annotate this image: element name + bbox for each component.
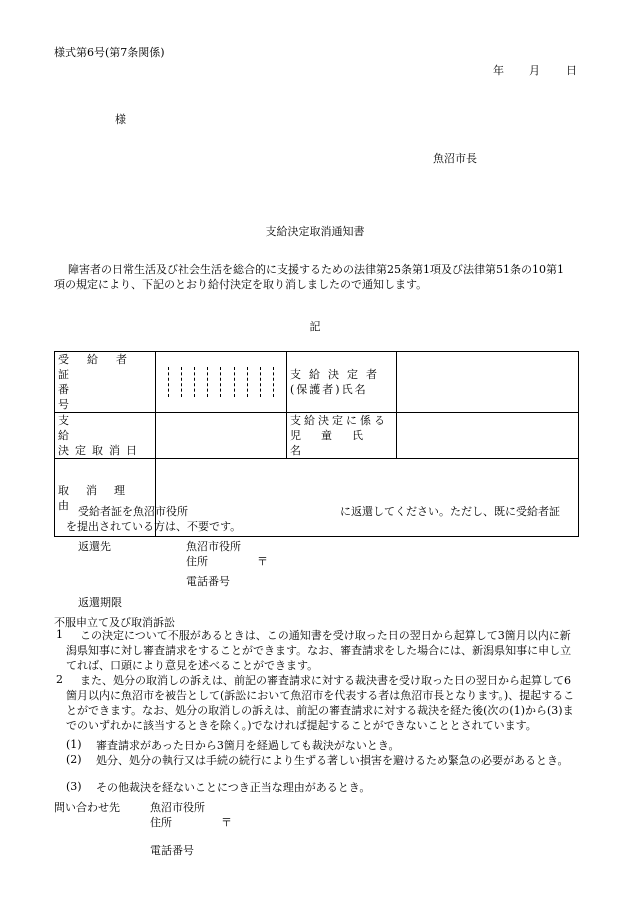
- decision-person-label: [287, 352, 397, 413]
- return-dest-phone-label: 電話番号: [186, 575, 230, 588]
- digit-box: [195, 367, 208, 397]
- appeal-sub2-text: 処分、処分の執行又は手続の続行により生ずる著しい損害を避けるため緊急の必要があるとき。: [96, 754, 569, 767]
- recipient-cert-label: [55, 352, 156, 413]
- return-dest-postal-mark: 〒: [257, 555, 268, 568]
- return-dest-address-label: 住所: [186, 555, 208, 568]
- appeal-sub1-number: (1): [66, 738, 82, 751]
- date-month: 月: [529, 64, 540, 77]
- recipient-cert-line2: 番号: [58, 383, 131, 411]
- appeal-sub2-number: (2): [66, 753, 82, 766]
- recipient-cert-line1: 受給者証: [58, 353, 145, 381]
- document-title: 支給決定取消通知書: [265, 225, 365, 238]
- return-notice-line2: を提出されている方は、不要です。: [66, 520, 242, 533]
- decision-person-line1: 支給決定者: [290, 368, 385, 381]
- date-day: 日: [566, 64, 577, 77]
- child-name-field[interactable]: [397, 413, 579, 459]
- contact-office: 魚沼市役所: [150, 801, 205, 814]
- contact-postal-mark: 〒: [221, 816, 232, 829]
- digit-box: [248, 367, 261, 397]
- appeal-item2-text: また、処分の取消しの訴えは、前記の審査請求に対する裁決書を受け取った日の翌日から起算して6箇月以内に魚沼市を被告として(訴訟において魚沼市を代表する者は魚沼市長となります。)、提起することができます。なお、処分の取消しの訴えは、前記の審査請求に対する裁決を経た後(次の(1)から(3)までのいずれかに該当するときを除く。)でなければ提起することができないこととされています。: [66, 674, 575, 732]
- contact-phone-label: 電話番号: [150, 844, 194, 857]
- digit-box: [182, 367, 195, 397]
- digit-box: [208, 367, 221, 397]
- digit-box: [235, 367, 248, 397]
- cancel-date-line1: 支給: [58, 414, 141, 442]
- appeal-sub3-number: (3): [66, 780, 82, 793]
- ki-mark: 記: [309, 320, 321, 333]
- recipient-cert-number-field[interactable]: [156, 352, 287, 413]
- appeal-sub1-text: 審査請求があった日から3箇月を経過しても裁決がないとき。: [96, 739, 400, 752]
- return-deadline-label: 返還期限: [78, 596, 122, 609]
- contact-label: 問い合わせ先: [54, 801, 120, 814]
- digit-box: [169, 367, 182, 397]
- appeal-sub3-text: その他裁決を経ないことにつき正当な理由があるとき。: [96, 781, 371, 794]
- child-label: [287, 413, 397, 459]
- digit-box: [261, 367, 274, 397]
- decision-person-name-field[interactable]: [397, 352, 579, 413]
- return-dest-office: 魚沼市役所: [186, 540, 241, 553]
- body-paragraph: 障害者の日常生活及び社会生活を総合的に支援するための法律第25条第1項及び法律第51条の10第1項の規定により、下記のとおり給付決定を取り消しましたので通知します。: [54, 263, 564, 291]
- contact-address-label: 住所: [150, 816, 172, 829]
- child-line1: 支給決定に係る: [290, 414, 388, 427]
- return-notice-line1-right: に返還してください。ただし、既に受給者証: [340, 505, 560, 518]
- appeal-item1-number: 1: [56, 628, 63, 641]
- cancel-date-line2: 決定取消日: [58, 444, 143, 457]
- appeal-heading: 不服申立て及び取消訴訟: [54, 616, 175, 629]
- decision-person-line2: (保護者)氏名: [290, 383, 368, 396]
- form-number: 様式第6号(第7条関係): [54, 46, 165, 59]
- appeal-item1-text: この決定について不服があるときは、この通知書を受け取った日の翌日から起算して3箇月以内に新潟県知事に対し審査請求をすることができます。なお、審査請求をした場合には、新潟県知事に申し立てれば、口頭により意見を述べることができます。: [66, 629, 572, 672]
- cancel-date-label: [55, 413, 156, 459]
- return-notice-line1-left: 受給者証を魚沼市役所: [78, 505, 188, 518]
- reason-text: 取消理由: [58, 483, 142, 512]
- return-dest-label: 返還先: [78, 540, 111, 553]
- appeal-item2-number: 2: [56, 673, 63, 686]
- date-year: 年: [493, 64, 504, 77]
- addressee-suffix: 様: [115, 113, 126, 126]
- child-line2: 児童氏名: [290, 429, 383, 457]
- digit-box: [156, 367, 169, 397]
- digit-box: [274, 367, 286, 397]
- issuer-name: 魚沼市長: [433, 152, 477, 165]
- cancel-date-field[interactable]: [156, 413, 287, 459]
- digit-box: [221, 367, 234, 397]
